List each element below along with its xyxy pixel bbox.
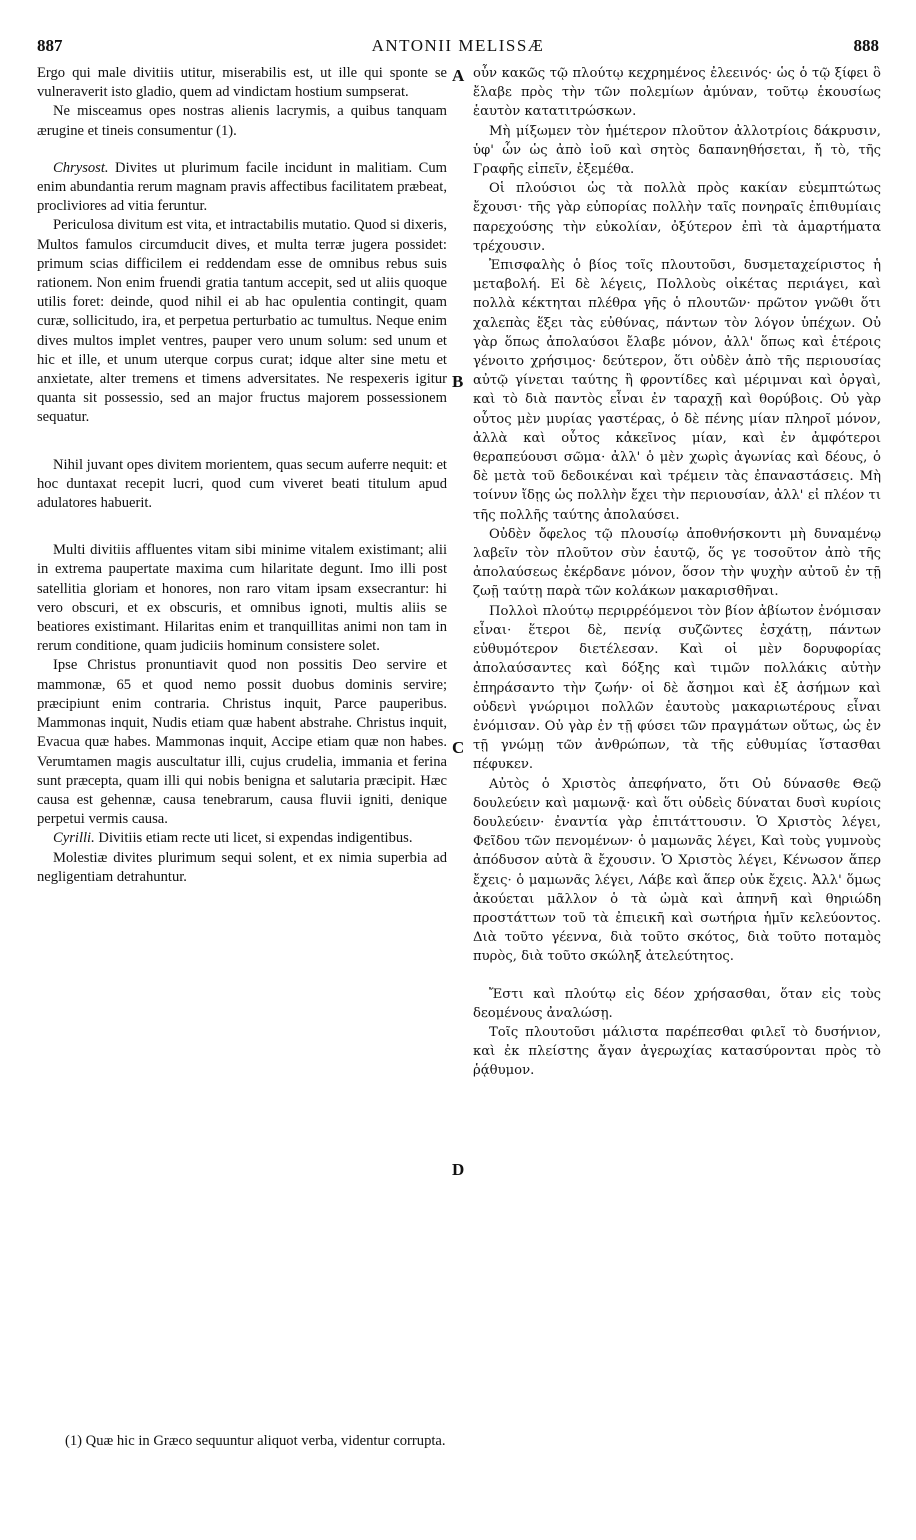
latin-paragraph (37, 541, 447, 656)
greek-paragraph (473, 602, 881, 775)
latin-column (37, 64, 447, 887)
greek-paragraph-text: Οὐδὲν ὄφελος τῷ πλουσίῳ ἀποθνήσκοντι μὴ δυναμένῳ λαβεῖν τὸν πλοῦτον σὺν ἑαυτῷ, ὅς γε τοσοῦτον ἀπὸ τῆς ἀπολαύσεως ἐκέρδανε μόνον, ὅσον τὴν ψυχὴν αὐτοῦ ἐν τῇ ζωῇ ταύτῃ παρὰ τῶν κολάκων μακαρισθῆναι. (473, 526, 881, 600)
latin-paragraph (37, 216, 447, 427)
latin-paragraph-text: Ipse Christus pronuntiavit quod non possitis Deo servire et mammonæ, 65 et quod nemo possit duobus dominis servire; præcipiunt enim contraria. Christus inquit, Parce pauperibus. Mammonas inquit, Nudis etiam quæ habent abstrahe. Christus inquit, Evacua quæ habes. Mammonas inquit, Accipe etiam quæ non habes. Verumtamen magis auscultatur illi, cujus crudelia, immania et ferina sunt præcepta, quam illi qui nobis benigna et salutaria præcipit. Hæc causa est gehennæ, causa tenebrarum, causa fluvii igniti, denique perpetui vermis causa. (37, 657, 447, 828)
paragraph-spacer (37, 141, 447, 159)
latin-paragraph-text: Ergo qui male divitiis utitur, miserabilis est, ut ille qui sponte se vulneraverit isto gladio, quem ad vindictam hostium sumpserat. (37, 65, 447, 101)
latin-paragraph (37, 456, 447, 514)
latin-paragraph (37, 159, 447, 217)
latin-paragraph (37, 102, 447, 140)
running-title: ANTONII MELISSÆ (371, 36, 545, 55)
paragraph-spacer (37, 428, 447, 456)
latin-paragraph-text: Divitiis etiam recte uti licet, si expendas indigentibus. (94, 830, 413, 847)
greek-paragraph (473, 179, 881, 256)
latin-paragraph-text: Divites ut plurimum facile incidunt in malitiam. Cum enim abundantia rerum magnam pravis affectibus facilitatem præbeat, procliviores ad vitia feruntur. (37, 159, 447, 215)
margin-letter-c: C (452, 738, 465, 757)
source-label: Chrysost. (53, 159, 109, 176)
latin-paragraph-text: Periculosa divitum est vita, et intractabilis mutatio. Quod si dixeris, Multos famulos circumducit dives, et multa terræ jugera possidet: primum scias difficilem ei reddendam esse de omnibus rebus suis rationem. Non enim fruendi gratia tantum accepit, sed ut aliis quoque utilis foret: deinde, quod nihil ei ab hac opulentia contingit, quam curæ, sollicitudo, ira, et perpetua perturbatio ac tumultus. Neque enim dives multos implet ventres, pauper vero unum solum: sed unum et hic et ille, et unum uterque corpus curat; idque alter sine metu et anxietate, alter tremens et timens adversitates. Ne respexeris igitur quanta sit possessio, sed an major fructus majorem possessionem sequatur. (37, 217, 447, 426)
latin-paragraph-text: Nihil juvant opes divitem morientem, quas secum auferre nequit: et hoc duntaxat recepit lucri, quod cum viveret beati titulum apud adulatores habuerit. (37, 456, 447, 512)
latin-paragraph-text: Ne misceamus opes nostras alienis lacrymis, a quibus tanquam ærugine et tineis consumentur (1). (37, 103, 447, 139)
margin-letter-d: D (452, 1160, 465, 1179)
latin-paragraph (37, 656, 447, 829)
margin-letter-b: B (452, 372, 464, 391)
latin-paragraph (37, 829, 447, 848)
greek-paragraph-text: οὖν κακῶς τῷ πλούτῳ κεχρημένος ἐλεεινός· ὡς ὁ τῷ ξίφει ὃ ἔλαβε πρὸς τὴν τῶν πολεμίων ἀμύναν, τοῦτῳ ἑκουσίως ἑαυτὸν κατατιτρώσκων. (473, 66, 881, 120)
greek-paragraph-text: Μὴ μίξωμεν τὸν ἡμέτερον πλοῦτον ἀλλοτρίοις δάκρυσιν, ὑφ' ὧν ὡς ἀπὸ ἰοῦ καὶ σητὸς δαπανηθήσεται, ἤ τὸ, τῆς Γραφῆς εἰπεῖν, ἐξεμέθα. (473, 123, 881, 178)
greek-paragraph (473, 64, 881, 122)
latin-paragraph-text: Molestiæ divites plurimum sequi solent, et ex nimia superbia ad negligentiam detrahuntur. (37, 849, 447, 885)
paragraph-spacer (473, 967, 881, 985)
greek-paragraph-text: Τοῖς πλουτοῦσι μάλιστα παρέπεσθαι φιλεῖ τὸ δυσήνιον, καὶ ἐκ πλείστης ἄγαν ἀγερωχίας κατασύρονται πρὸς τὸ ῥᾴθυμον. (473, 1024, 881, 1079)
source-label: Cyrilli. (53, 830, 95, 847)
greek-paragraph-text: Πολλοὶ πλούτῳ περιρρέόμενοι τὸν βίον ἀβίωτον ἐνόμισαν εἶναι· ἕτεροι δὲ, πενίᾳ συζῶντες ἐσχάτῃ, πάντων εὐθυμότερον διετέλεσαν. Καὶ οἱ μὲν δορυφορίας ἀπολαύσαντες καὶ δόξης καὶ τιμῶν πολλάκις αὐτὴν ἐπηράσαντο τὴν ζωήν· οἱ δὲ ἄσημοι καὶ ἐξ ἀσήμων καὶ οὐδενὶ γνώριμοι πολλῶν ἑαυτοὺς μακαριωτέρους εἶναι ἐνόμισαν. Οὐ γὰρ ἐν τῇ φύσει τῶν πραγμάτων οὕτως, ὡς ἐν τῇ γνώμῃ τῶν ἀνθρώπων, τὰ τῆς εὐθυμίας ἵστασθαι πέφυκεν. (473, 603, 881, 773)
running-header (37, 36, 879, 60)
latin-paragraph (37, 849, 447, 887)
greek-paragraph (473, 1023, 881, 1081)
footnote: (1) Quæ hic in Græco sequuntur aliquot verba, videntur corrupta. (65, 1433, 446, 1449)
greek-paragraph-text: Ἔστι καὶ πλούτῳ εἰς δέον χρήσασθαι, ὅταν εἰς τοὺς δεομένους ἀναλώσῃ. (473, 986, 881, 1021)
latin-paragraph (37, 64, 447, 102)
greek-paragraph-text: Αὐτὸς ὁ Χριστὸς ἀπεφήνατο, ὅτι Οὐ δύνασθε Θεῷ δουλεύειν καὶ μαμωνᾷ· καὶ ὅτι οὐδεὶς δύναται δυσὶ κυρίοις δουλεύειν· ἐναντία γὰρ ἐπιτάττουσιν. Ὁ Χριστὸς λέγει, Φεῖδου τῶν πενομένων· ὁ μαμωνᾶς λέγει, Καὶ τοὺς γυμνοὺς ἀπόδυσον αὐτὰ ἃ ἔχουσιν. Ὁ Χριστὸς λέγει, Κένωσον ἅπερ ἔχεις· ὁ μαμωνᾶς λέγει, Λάβε καὶ ἅπερ οὐκ ἔχεις. Ἀλλ' ὅμως ἀκούεται μᾶλλον ὁ τὰ ὠμὰ καὶ ἀπηνῆ καὶ θηριώδη προστάττων τοῦ τὰ ἐπιεικῆ καὶ σωτήρια ἡμῖν κελεύοντος. Διὰ τοῦτο γέεννα, διὰ τοῦτο σκότος, διὰ τοῦτο ποταμὸς πυρὸς, διὰ τοῦτο σκώληξ ἀτελεύτητος. (473, 776, 881, 965)
latin-paragraph-text: Multi divitiis affluentes vitam sibi minime vitalem existimant; alii in extrema paupertate maxima cum hilaritate degunt. Imo illi post satellitia gloriam et honores, non raro vitam ipsam exsecrantur: hi vero obscuri, et ex obscuris, et omnibus ignoti, multis aliis se beatiores existimant. Hilaritas enim et tranquillitas animi non tam in rerum conditione, quam judiciis hominum consistere solet. (37, 542, 447, 655)
greek-paragraph (473, 775, 881, 967)
greek-paragraph (473, 122, 881, 180)
margin-letter-a: A (452, 66, 465, 85)
greek-paragraph (473, 525, 881, 602)
greek-column (473, 64, 881, 1081)
greek-paragraph-text: Ἐπισφαλὴς ὁ βίος τοῖς πλουτοῦσι, δυσμεταχείριστος ἡ μεταβολή. Εἰ δὲ λέγεις, Πολλοὺς οἰκέτας περιάγει, καὶ πολλὰ κέκτηται πλέθρα γῆς ὁ πλουτῶν· πρῶτον γνῶθι ὅτι χαλεπὰς ἕξει τὰς εὐθύνας, πάντων τὸν λόγον ὑπέχων. Οὐ γὰρ ὅπως ἀπολαύσοι ἔλαβε μόνον, ἀλλ' ὅπως καὶ ἑτέροις γένοιτο χρήσιμος· δεύτερον, ὅτι οὐδὲν ἀπὸ τῆς περιουσίας αὐτῷ γίνεται ταύτης ἢ φροντίδες καὶ μέριμναι καὶ ὀργαὶ, καὶ τὸ διὰ παντὸς εἶναι ἐν ταραχῇ καὶ θορύβοις. Οὐ γὰρ οὗτος μὲν μυρίας γαστέρας, ὁ δὲ πένης μίαν πληροῖ μόνον, ἀλλὰ καὶ οὗτος κἀκεῖνος μίαν, καὶ ἐν ἀμφότεροι θεραπεύουσι σῶμα· ἀλλ' ὁ μὲν χωρὶς ἀγωνίας καὶ δέους, ὁ δὲ μετὰ τοῦ δεδοικέναι καὶ τρέμειν τὰς ἐπαναστάσεις. Μὴ τοίνυν ἴδῃς ὡς πολλὴν ἔχει τὴν περιουσίαν, ἀλλ' εἰ πλέον τι τῆς πολλῆς ταύτης ἀπολαύσει. (473, 258, 881, 523)
greek-paragraph (473, 256, 881, 525)
left-page-number: 887 (37, 36, 63, 55)
greek-paragraph-text: Οἱ πλούσιοι ὡς τὰ πολλὰ πρὸς κακίαν εὐεμπτώτως ἔχουσι· τῆς γὰρ εὐπορίας πολλὴν ταῖς πονηραῖς ἐπιθυμίαις παρεχούσης τὴν εὐκολίαν, ὀξύτερον ἐπὶ τὰ ἁμαρτήματα τρέχουσιν. (473, 181, 881, 254)
paragraph-spacer (37, 513, 447, 541)
greek-paragraph (473, 985, 881, 1023)
right-page-number: 888 (853, 36, 879, 55)
